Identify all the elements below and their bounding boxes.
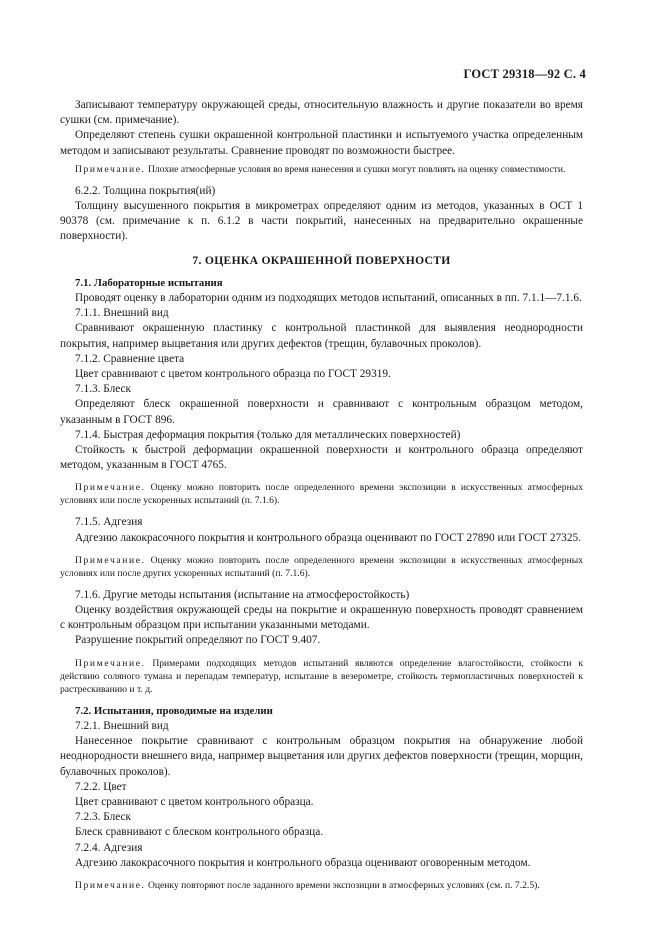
note-paragraph xyxy=(60,163,583,176)
clause-line: Цвет сравнивают с цветом контрольного образца по ГОСТ 29319. xyxy=(75,368,391,381)
body-paragraph: Толщину высушенного покрытия в микрометрах определяют одним из методов, указанных в ОСТ 1 90378 (см. примечание к п. 6.1.2 в части покрытий, нанесенных на предварительно окрашенные поверхности). xyxy=(60,200,583,243)
clause-line: 7.1.1. Внешний вид xyxy=(75,307,169,320)
spacer xyxy=(60,507,583,515)
note-text: Примерами подходящих методов испытаний являются определение влагостойкости, стойкости к действию соляного тумана и перепадам температур, испытание в везерометре, стойкость термопластичных поверхностей к растрескиванию и т. д. xyxy=(60,657,583,695)
note-label: Примечание. xyxy=(75,879,146,891)
body-paragraph: Нанесенное покрытие сравнивают с контрольным образцом покрытия на обнаружение любой неоднородности внешнего вида, например выцветания или других дефектов поверхности (трещин, морщин, булавочных проколов). xyxy=(60,735,583,778)
spacer xyxy=(60,268,583,276)
clause-line: 7.1.2. Сравнение цвета xyxy=(75,352,185,365)
subsection-heading: 7.1. Лабораторные испытания xyxy=(75,276,223,289)
subsection-heading: 7.2. Испытания, проводимые на изделии xyxy=(75,704,273,717)
note-text: Оценку можно повторить после определенного времени экспозиции в искусственных атмосферных условиях или после других ускоренных испытаний (п. 7.1.6). xyxy=(60,554,583,579)
spacer xyxy=(60,649,583,657)
clause-line: 7.2.4. Адгезия xyxy=(75,841,143,854)
spacer xyxy=(60,245,583,253)
clause-line: 7.2.3. Блеск xyxy=(75,811,132,824)
spacer xyxy=(60,473,583,481)
clause-line: 7.1.5. Адгезия xyxy=(75,516,143,529)
clause-line: 6.2.2. Толщина покрытия(ий) xyxy=(75,184,216,197)
clause-line: 7.1.6. Другие методы испытания (испытание на атмосферостойкость) xyxy=(75,588,410,601)
clause-line: Блеск сравнивают с блеском контрольного образца. xyxy=(75,826,324,839)
clause-line: Адгезию лакокрасочного покрытия и контрольного образца оценивают оговоренным методом. xyxy=(75,856,531,869)
document-body xyxy=(60,98,583,892)
body-paragraph: Адгезию лакокрасочного покрытия и контрольного образца оценивают по ГОСТ 27890 или ГОСТ 27325. xyxy=(75,531,581,544)
spacer xyxy=(60,176,583,184)
clause-line: 7.2.2. Цвет xyxy=(75,780,127,793)
body-paragraph: Записывают температуру окружающей среды, относительную влажность и другие показатели во время сушки (см. примечание). xyxy=(60,99,583,127)
note-text: Оценку повторяют после заданного времени экспозиции в атмосферных условиях (см. п. 7.2.5). xyxy=(145,879,540,891)
body-paragraph: Определяют степень сушки окрашенной контрольной пластинки и испытуемого участка определенным методом и записывают результаты. Сравнение проводят по возможности быстрее. xyxy=(60,129,583,157)
clause-line: 7.1.3. Блеск xyxy=(75,383,132,396)
spacer xyxy=(60,871,583,879)
body-paragraph: Определяют блеск окрашенной поверхности и сравнивают с контрольным образцом методом, указанным в ГОСТ 896. xyxy=(60,398,583,426)
page-header: ГОСТ 29318—92 С. 4 xyxy=(463,67,586,81)
note-text: Оценку можно повторить после определенного времени экспозиции в искусственных атмосферных условиях или после ускоренных испытаний (п. 7.1.6). xyxy=(60,482,583,507)
body-paragraph: Оценку воздействия окружающей среды на покрытие и окрашенную поверхность проводят сравнением с контрольным образцом при испытании указанными методами. xyxy=(60,604,583,632)
clause-line: Цвет сравнивают с цветом контрольного образца. xyxy=(75,795,314,808)
body-paragraph: Проводят оценку в лаборатории одним из подходящих методов испытаний, описанных в пп. 7.1.1—7.1.6. xyxy=(75,292,582,305)
note-paragraph xyxy=(60,879,583,892)
spacer xyxy=(60,696,583,704)
section-title: 7. ОЦЕНКА ОКРАШЕННОЙ ПОВЕРХНОСТИ xyxy=(192,253,451,267)
note-label: Примечание. xyxy=(75,163,146,175)
note-label: Примечание. xyxy=(75,554,146,566)
note-text: Плохие атмосферные условия во время нанесения и сушки могут повлиять на оценку совместимости. xyxy=(145,163,566,175)
note-paragraph xyxy=(60,657,583,696)
spacer xyxy=(60,580,583,588)
body-paragraph: Стойкость к быстрой деформации окрашенной поверхности и контрольного образца определяют методом, указанным в ГОСТ 4765. xyxy=(60,444,583,472)
note-label: Примечание. xyxy=(75,482,146,494)
clause-line: Разрушение покрытий определяют по ГОСТ 9.407. xyxy=(75,634,321,647)
note-paragraph xyxy=(60,554,583,580)
note-paragraph xyxy=(60,481,583,507)
clause-line: 7.1.4. Быстрая деформация покрытия (только для металлических поверхностей) xyxy=(75,428,461,441)
spacer xyxy=(60,546,583,554)
body-paragraph: Сравнивают окрашенную пластинку с контрольной пластинкой для выявления неоднородности покрытия, например выцветания или других дефектов (трещин, булавочных проколов). xyxy=(60,322,583,350)
clause-line: 7.2.1. Внешний вид xyxy=(75,719,169,732)
note-label: Примечание. xyxy=(75,657,146,669)
